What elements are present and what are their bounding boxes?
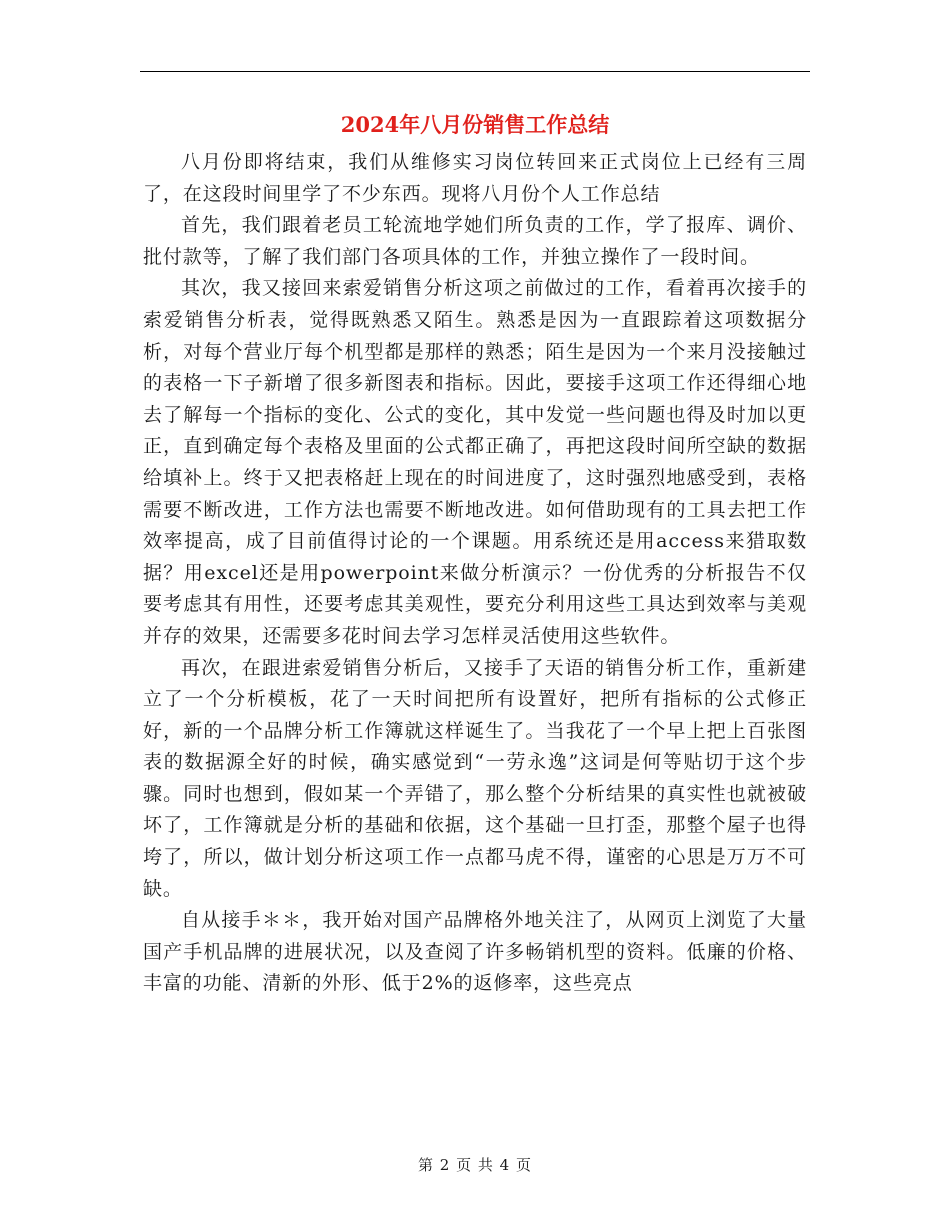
header-rule bbox=[140, 71, 810, 72]
document-title: 2024年八月份销售工作总结 bbox=[340, 112, 610, 137]
paragraph-intro: 八月份即将结束，我们从维修实习岗位转回来正式岗位上已经有三周了，在这段时间里学了不少东西。现将八月份个人工作总结 bbox=[143, 151, 807, 205]
page-number-footer: 第 2 页 共 4 页 bbox=[418, 1156, 532, 1174]
paragraph-first: 首先，我们跟着老员工轮流地学她们所负责的工作，学了报库、调价、批付款等，了解了我们部门各项具体的工作，并独立操作了一段时间。 bbox=[143, 214, 807, 268]
document-body bbox=[143, 147, 807, 1000]
paragraph-third: 再次，在跟进索爱销售分析后，又接手了天语的销售分析工作，重新建立了一个分析模板，花了一天时间把所有设置好，把所有指标的公式修正好，新的一个品牌分析工作簿就这样诞生了。当我花了一个早上把上百张图表的数据源全好的时候，确实感觉到“一劳永逸”这词是何等贴切于这个步骤。同时也想到，假如某一个弄错了，那么整个分析结果的真实性也就被破坏了，工作簿就是分析的基础和依据，这个基础一旦打歪，那整个屋子也得垮了，所以，做计划分析这项工作一点都马虎不得，谨密的心思是万万不可缺。 bbox=[143, 656, 807, 900]
paragraph-fourth: 自从接手＊＊，我开始对国产品牌格外地关注了，从网页上浏览了大量国产手机品牌的进展状况，以及查阅了许多畅销机型的资料。低廉的价格、丰富的功能、清新的外形、低于2%的返修率，这些亮点 bbox=[143, 909, 807, 995]
paragraph-second: 其次，我又接回来索爱销售分析这项之前做过的工作，看着再次接手的索爱销售分析表，觉得既熟悉又陌生。熟悉是因为一直跟踪着这项数据分析，对每个营业厅每个机型都是那样的熟悉；陌生是因为一个来月没接触过的表格一下子新增了很多新图表和指标。因此，要接手这项工作还得细心地去了解每一个指标的变化、公式的变化，其中发觉一些问题也得及时加以更正，直到确定每个表格及里面的公式都正确了，再把这段时间所空缺的数据给填补上。终于又把表格赶上现在的时间进度了，这时强烈地感受到，表格需要不断改进，工作方法也需要不断地改进。如何借助现有的工具去把工作效率提高，成了目前值得讨论的一个课题。用系统还是用access来猎取数据？用excel还是用powerpoint来做分析演示？一份优秀的分析报告不仅要考虑其有用性，还要考虑其美观性，要充分利用这些工具达到效率与美观并存的效果，还需要多花时间去学习怎样灵活使用这些软件。 bbox=[143, 277, 807, 647]
